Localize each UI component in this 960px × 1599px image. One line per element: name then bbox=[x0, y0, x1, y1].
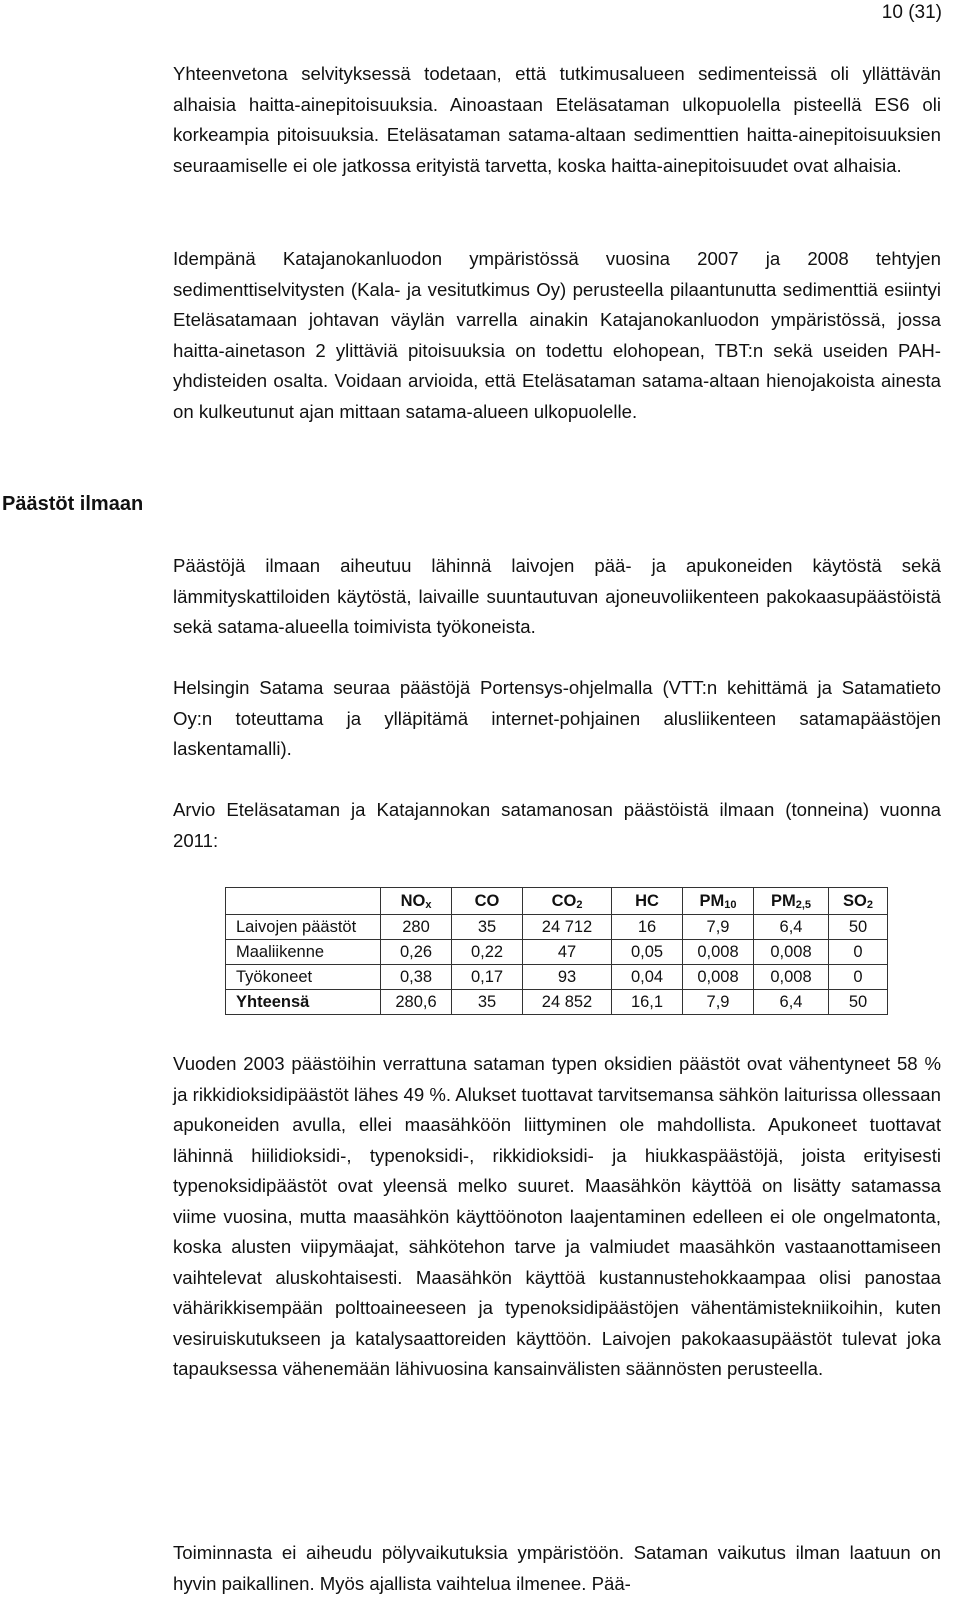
table-cell: 0,008 bbox=[754, 965, 829, 990]
table-cell: 50 bbox=[829, 915, 888, 940]
row-label: Laivojen päästöt bbox=[226, 915, 381, 940]
table-cell: 16,1 bbox=[612, 990, 683, 1015]
paragraph-emission-trends: Vuoden 2003 päästöihin verrattuna sataman typen oksidien päästöt ovat vähentyneet 58 % ja rikkidioksidipäästöt lähes 49 %. Alukset tuottavat tarvitsemansa sähkön laiturissa ollessaan apukoneiden avulla, ellei maasähköön liittyminen ole mahdollista. Apukoneet tuottavat lähinnä hiilidioksidi-, typenoksidi-, rikkidioksidi- ja hiukkaspäästöjä, joista erityisesti typenoksidipäästöt ovat yleensä melko suuret. Maasähkön käyttöä on lisätty satamassa viime vuosina, mutta maasähkön käyttöönoton laajentaminen edelleen ei ole ongelmatonta, koska alusten viipymäajat, sähkötehon tarve ja valmiudet maasähkön vastaanottamiseen vaihtelevat aluskohtaisesti. Maasähkön käyttöä kustannustehokkaampaa olisi panostaa vähärikkisempään polttoaineeseen ja typenoksidipäästöjen vähentämistekniikoihin, kuten vesiruiskutukseen ja katalysaattoreiden käyttöön. Laivojen pakokaasupäästöt tulevat joka tapauksessa vähenemään lähivuosina kansainvälisten säännösten perusteella. bbox=[173, 1053, 941, 1379]
table-cell: 0,008 bbox=[754, 940, 829, 965]
column-header-pm25: $PM_{2,5}$ bbox=[754, 888, 829, 915]
table-row bbox=[226, 965, 888, 990]
table-cell: 6,4 bbox=[754, 915, 829, 940]
table-row-total bbox=[226, 990, 888, 1015]
table-cell: 0,008 bbox=[683, 965, 754, 990]
page-number: 10 (31) bbox=[881, 2, 942, 23]
column-header-hc: HC bbox=[612, 888, 683, 915]
emissions-table bbox=[225, 887, 888, 1015]
table-cell: 47 bbox=[523, 940, 612, 965]
column-header-nox: $NO_x$ bbox=[381, 888, 452, 915]
table-cell: 50 bbox=[829, 990, 888, 1015]
row-label: Maaliikenne bbox=[226, 940, 381, 965]
column-header-co2: $CO_2$ bbox=[523, 888, 612, 915]
table-cell: 0 bbox=[829, 940, 888, 965]
table-cell: 280,6 bbox=[381, 990, 452, 1015]
table-cell: 35 bbox=[452, 990, 523, 1015]
column-header-pm10: $PM_{10}$ bbox=[683, 888, 754, 915]
table-row bbox=[226, 940, 888, 965]
column-header-co: CO bbox=[452, 888, 523, 915]
table-cell: 35 bbox=[452, 915, 523, 940]
paragraph-portensys: Helsingin Satama seuraa päästöjä Portensys-ohjelmalla (VTT:n kehittämä ja Satamatieto Oy:n toteuttama ja ylläpitämä internet-pohjainen alusliikenteen satamapäästöjen laskentamalli). bbox=[173, 677, 941, 759]
table-cell: 0,26 bbox=[381, 940, 452, 965]
table-cell: 0,04 bbox=[612, 965, 683, 990]
table-corner-cell bbox=[226, 888, 381, 915]
paragraph-sediment-summary: Yhteenvetona selvityksessä todetaan, että tutkimusalueen sedimenteissä oli yllättävän alhaisia haitta-ainepitoisuuksia. Ainoastaan Eteläsataman ulkopuolella pisteellä ES6 oli korkeampia pitoisuuksia. Eteläsataman satama-altaan sedimenttien haitta-ainepitoisuuksien seuraamiselle ei ole jatkossa erityistä tarvetta, koska haitta-ainepitoisuudet ovat alhaisia. bbox=[173, 63, 941, 176]
table-cell: 0 bbox=[829, 965, 888, 990]
table-cell: 0,17 bbox=[452, 965, 523, 990]
section-heading-air-emissions: Päästöt ilmaan bbox=[2, 493, 144, 515]
paragraph-emission-sources: Päästöjä ilmaan aiheutuu lähinnä laivojen pää- ja apukoneiden käytöstä sekä lämmityskattiloiden käytöstä, laivaille suuntautuvan ajoneuvoliikenteen pakokaasupäästöistä sekä satama-alueella toimivista työkoneista. bbox=[173, 555, 941, 637]
column-header-so2: $SO_2$ bbox=[829, 888, 888, 915]
paragraph-table-intro: Arvio Eteläsataman ja Katajannokan satamanosan päästöistä ilmaan (tonneina) vuonna 2011: bbox=[173, 799, 941, 851]
row-label-total: Yhteensä bbox=[226, 990, 381, 1015]
table-cell: 7,9 bbox=[683, 915, 754, 940]
table-cell: 0,38 bbox=[381, 965, 452, 990]
table-cell: 6,4 bbox=[754, 990, 829, 1015]
table-cell: 0,22 bbox=[452, 940, 523, 965]
table-cell: 16 bbox=[612, 915, 683, 940]
table-row bbox=[226, 915, 888, 940]
table-cell: 24 712 bbox=[523, 915, 612, 940]
table-cell: 7,9 bbox=[683, 990, 754, 1015]
table-cell: 280 bbox=[381, 915, 452, 940]
paragraph-katajanokanluoto: Idempänä Katajanokanluodon ympäristössä vuosina 2007 ja 2008 tehtyjen sedimenttiselvitysten (Kala- ja vesitutkimus Oy) perusteella pilaantunutta sedimenttiä esiintyi Eteläsatamaan johtavan väylän varrella ainakin Katajanokanluodon ympäristössä, jossa haitta-ainetason 2 ylittäviä pitoisuuksia on todettu elohopean, TBT:n sekä useiden PAH-yhdisteiden osalta. Voidaan arvioida, että Eteläsataman satama-altaan hienojakoista ainesta on kulkeutunut ajan mittaan satama-alueen ulkopuolelle. bbox=[173, 248, 941, 422]
table-cell: 0,008 bbox=[683, 940, 754, 965]
table-cell: 24 852 bbox=[523, 990, 612, 1015]
table-cell: 0,05 bbox=[612, 940, 683, 965]
paragraph-dust-effects: Toiminnasta ei aiheudu pölyvaikutuksia ympäristöön. Sataman vaikutus ilman laatuun on hyvin paikallinen. Myös ajallista vaihtelua ilmenee. Pää- bbox=[173, 1542, 941, 1594]
row-label: Työkoneet bbox=[226, 965, 381, 990]
table-cell: 93 bbox=[523, 965, 612, 990]
table-header-row bbox=[226, 888, 888, 915]
